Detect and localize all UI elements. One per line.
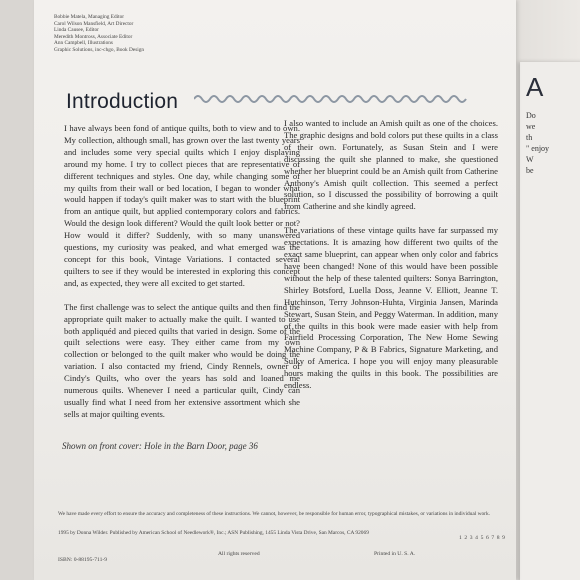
disclaimer: We have made every effort to ensure the accuracy and completeness of these instructions. We cannot, however, be responsible for human error, typographical mistakes, or variations in individual work.	[58, 511, 491, 517]
paragraph: I have always been fond of antique quilts, both to view and to own. My collection, although small, has grown over the last twenty years and includes some very special quilts which I enjoy displaying around my home. I try to collect pieces that are representative of different techniques and styles. One day, while changing some of my quilts from their wall or bed location, I began to wonder what would happen if today's quilt maker was to start with the blueprint from an antique quilt, but applied contemporary colors and fabrics. Would the design look different? Would the quilt look better or not? How would it differ? Suddenly, with so many unanswered questions, my curiosity was peaked, and what emerged was the concept for this book, Vintage Variations. I contacted several quilters to see if they would be interested in exploring this concept and, as expected, they were all excited to get started.	[64, 123, 300, 288]
editorial-credits	[54, 14, 144, 54]
credit-line: Bobbie Matela, Managing Editor	[54, 14, 125, 20]
paragraph: I also wanted to include an Amish quilt as one of the choices. The graphic designs and bold colors put these quilts in a class of their own. Fortunately, as Susan Stein and I were discussing the quilt she planned to make, she questioned whether her blueprint could be an Amish quilt from Catherine Anthony's Amish quilt collection. This seemed a perfect solution, so I discussed the possibility of borrowing a quilt from Catherine and she kindly agreed.	[284, 118, 498, 212]
adjacent-page-line: W	[526, 155, 534, 164]
book-page	[34, 0, 516, 580]
adjacent-page	[520, 62, 580, 580]
cover-note: Shown on front cover: Hole in the Barn Door, page 36	[62, 441, 258, 451]
credit-line: Graphic Solutions, inc-chgo, Book Design	[54, 46, 145, 53]
adjacent-page-title: A	[526, 72, 544, 102]
printing-numbers: 1 2 3 4 5 6 7 8 9	[459, 535, 506, 541]
paragraph: The variations of these vintage quilts have far surpassed my expectations. It is amazing how different two quilts of the exact same blueprint, can appear when only color and fabrics have been changed! None of this would have been possible without the help of these talented quilters: Sonya Barrington, Shirley Botsford, Luella Doss, Jeanne V. Elliott, Jeanne T. Hutchinson, Terry Johnson-Huhta, Virginia Jansen, Marinda Stewart, Susan Stein, and Peggy Waterman. In addition, many of the quilts in this book were made easier with help from Fairfield Processing Corporation, The New Home Sewing Machine Company, P & B Fabrics, Signature Marketing, and Sulky of America. I hope you will enjoy many pleasurable hours making the quilts in this book. The possibilities are endless.	[284, 225, 498, 391]
adjacent-page-line: " enjoy	[526, 144, 550, 153]
page-title: Introduction	[66, 90, 179, 113]
credit-line: Ann Campbell, Illustrations	[54, 40, 113, 47]
adjacent-page-line: th	[526, 133, 533, 142]
decorative-wave-line	[194, 92, 469, 106]
credit-line: Carol Wilson Mansfield, Art Director	[54, 20, 134, 27]
isbn: ISBN: 0-88195-711-9	[58, 557, 108, 563]
credit-line: Linda Causee, Editor	[54, 27, 99, 34]
credit-line: Meredith Montross, Associate Editor	[54, 33, 133, 40]
adjacent-page-line: be	[526, 166, 534, 175]
text-column-right	[284, 118, 498, 404]
printed-line: Printed in U. S. A.	[374, 551, 416, 557]
adjacent-page-line: we	[526, 122, 536, 131]
paragraph: The first challenge was to select the antique quilts and then find the appropriate quilt maker to actually make the quilt. I wanted to use both appliquéd and pieced quilts that varied in design. Some of the quilt selections were easy. They either came from my own collection or belonged to the quilt maker who would be doing the variation. I also contacted my friend, Cindy Rennels, owner of Cindy's Quilts, who over the years has sold and loaned me numerous quilts. Whenever I need a particular quilt, Cindy can usually find what I need from her extensive assortment which she sells at major quilting events.	[64, 301, 300, 419]
rights-line: All rights reserved	[218, 551, 260, 557]
text-column-left	[64, 123, 300, 433]
copyright-line: 1995 by Donna Wilder. Published by American School of Needlework®, Inc.; ASN Publishing, 1455 Linda Vista Drive, San Marcos, CA 92069	[58, 530, 369, 536]
adjacent-page-line: Do	[526, 111, 536, 120]
